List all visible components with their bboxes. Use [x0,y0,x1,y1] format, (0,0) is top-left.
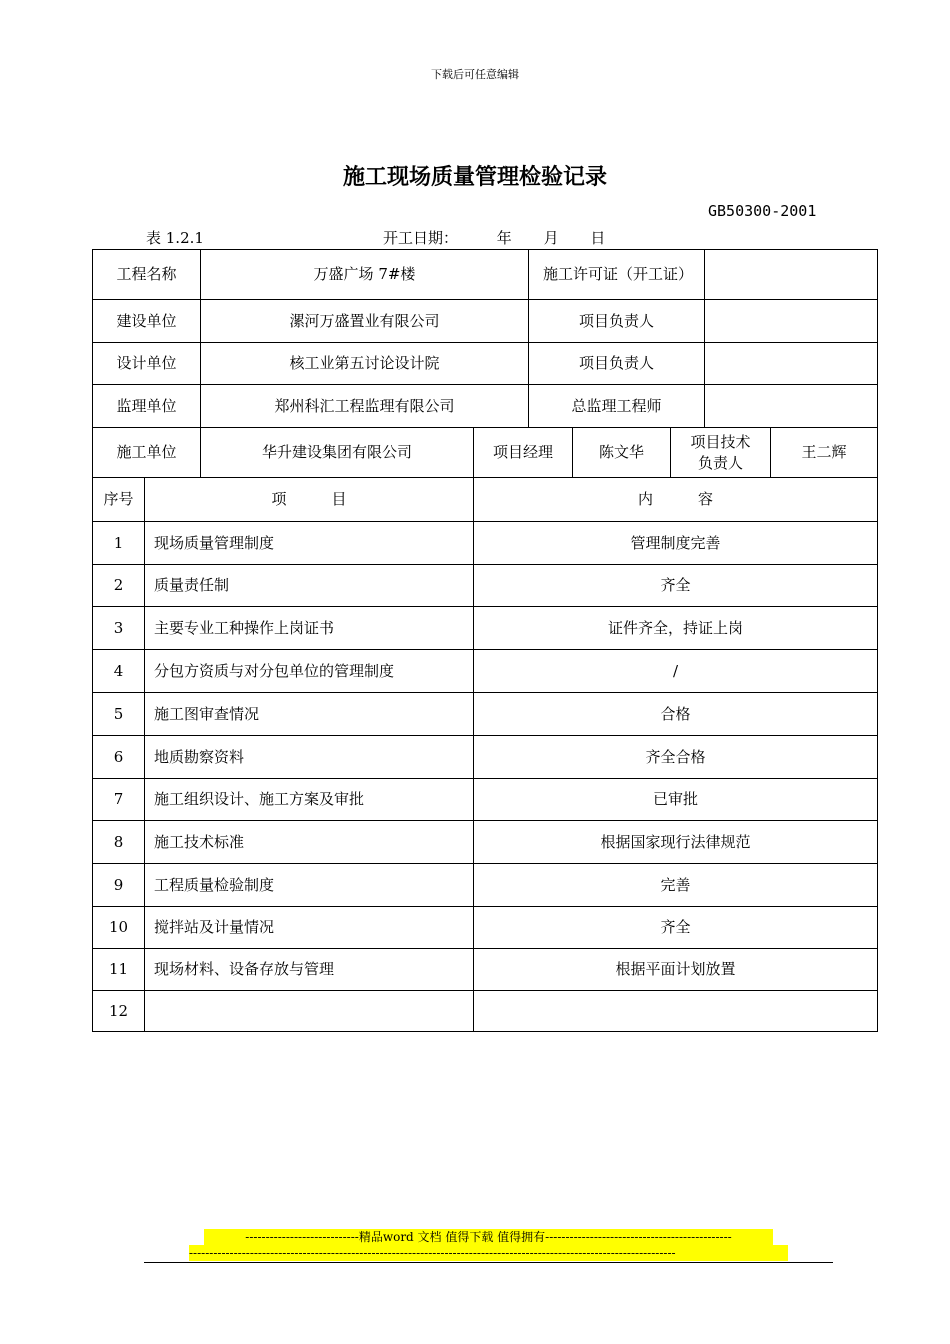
row-number: 1 [92,521,145,565]
start-date [383,227,605,248]
page-title: 施工现场质量管理检验记录 [342,165,607,190]
table-number: 表 1.2.1 [146,229,204,247]
builder-label: 建设单位 [92,299,201,343]
contractor-label: 施工单位 [92,427,201,478]
col-item-header: 项 目 [144,477,474,522]
row-item: 主要专业工种操作上岗证书 [144,606,474,650]
col-content-header: 内 容 [473,477,878,522]
row-content: 根据平面计划放置 [473,948,878,991]
row-item: 分包方资质与对分包单位的管理制度 [144,649,474,693]
row-item [144,990,474,1032]
designer-value: 核工业第五讨论设计院 [200,342,529,385]
row-number: 2 [92,564,145,607]
tech-lead-value: 王二辉 [770,427,878,478]
chief-engineer-label: 总监理工程师 [528,384,705,428]
row-content: 已审批 [473,778,878,821]
row-number: 3 [92,606,145,650]
row-content: 合格 [473,692,878,736]
footer-banner-dashes: ------------------------------------------------------------------------------------------------------------------------ [189,1245,788,1261]
row-item: 现场质量管理制度 [144,521,474,565]
row-number: 8 [92,820,145,864]
start-date-day: 日 [590,229,606,247]
project-name-label: 工程名称 [92,249,201,300]
row-item: 施工图审查情况 [144,692,474,736]
row-content: 齐全 [473,906,878,949]
row-number: 6 [92,735,145,779]
tech-lead-label: 项目技术负责人 [670,427,771,478]
manager-label: 项目经理 [473,427,573,478]
contractor-value: 华升建设集团有限公司 [200,427,474,478]
row-item: 地质勘察资料 [144,735,474,779]
row-number: 10 [92,906,145,949]
row-item: 施工技术标准 [144,820,474,864]
designer-pm-value [704,342,878,385]
supervisor-label: 监理单位 [92,384,201,428]
chief-engineer-value [704,384,878,428]
row-item: 搅拌站及计量情况 [144,906,474,949]
row-number: 4 [92,649,145,693]
project-name-value: 万盛广场 7#楼 [200,249,529,300]
row-content: 齐全 [473,564,878,607]
builder-value: 漯河万盛置业有限公司 [200,299,529,343]
row-content: 根据国家现行法律规范 [473,820,878,864]
designer-pm-label: 项目负责人 [528,342,705,385]
col-no-header: 序号 [92,477,145,522]
row-number: 12 [92,990,145,1032]
footer-banner: ----------------------------精品word 文档 值得下载 值得拥有---------------------------------------------- [204,1229,773,1245]
row-content: 管理制度完善 [473,521,878,565]
footer-divider [144,1262,833,1263]
manager-value: 陈文华 [572,427,671,478]
row-content: / [473,649,878,693]
permit-label: 施工许可证（开工证） [528,249,705,300]
builder-pm-label: 项目负责人 [528,299,705,343]
permit-value [704,249,878,300]
start-date-label: 开工日期： [383,229,459,247]
row-number: 9 [92,863,145,907]
row-item: 质量责任制 [144,564,474,607]
builder-pm-value [704,299,878,343]
designer-label: 设计单位 [92,342,201,385]
row-item: 施工组织设计、施工方案及审批 [144,778,474,821]
row-content [473,990,878,1032]
row-item: 工程质量检验制度 [144,863,474,907]
start-date-year: 年 [496,229,512,247]
row-number: 5 [92,692,145,736]
row-number: 11 [92,948,145,991]
row-item: 现场材料、设备存放与管理 [144,948,474,991]
row-content: 齐全合格 [473,735,878,779]
supervisor-value: 郑州科汇工程监理有限公司 [200,384,529,428]
row-number: 7 [92,778,145,821]
start-date-month: 月 [543,229,559,247]
row-content: 完善 [473,863,878,907]
row-content: 证件齐全，持证上岗 [473,606,878,650]
standard-code: GB50300-2001 [708,202,817,220]
header-note: 下载后可任意编辑 [431,68,519,81]
